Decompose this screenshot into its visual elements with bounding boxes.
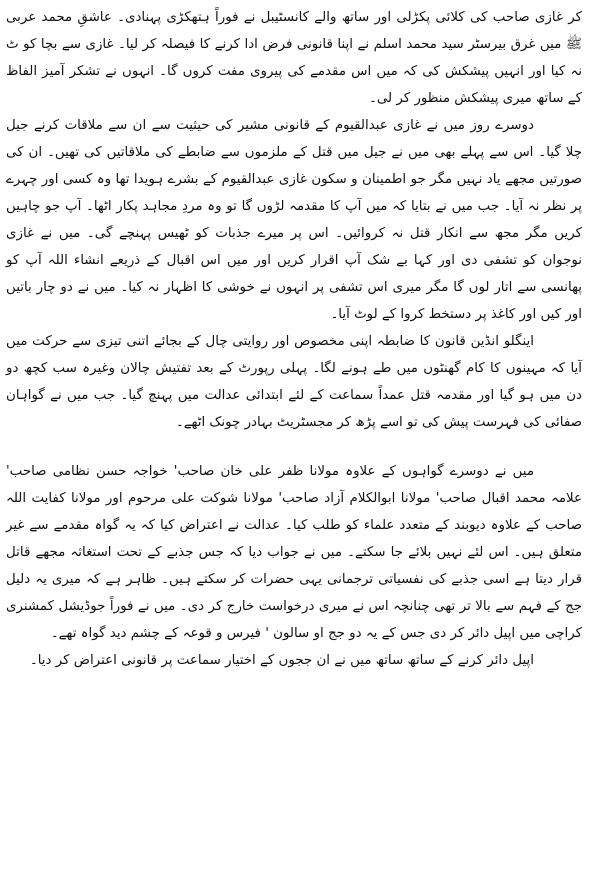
paragraph-1: کر غازی صاحب کی کلائی پکڑلی اور ساتھ والے کانسٹیبل نے فوراً ہتھکڑی پہنادی۔ عاشقِ محمد عربی ﷺ میں غرق بیرسٹر سید محمد اسلم نے اپنا قانونی فرض ادا کرنے کا فیصلہ کر لیا۔ غازی سے بچا کو ٹ نہ کیا اور انہیں پیشکش کی کہ میں اس مقدمے کی پیروی مفت کروں گا۔ انہوں نے تشکر آمیز الفاظ کے ساتھ میری پیشکش منظور کر لی۔: [6, 10, 582, 106]
paragraph-3: اینگلو انڈین قانون کا ضابطہ اپنی مخصوص اور روایتی چال کے بجائے اتنی تیزی سے حرکت میں آیا کہ مہینوں کا کام گھنٹوں میں طے ہونے لگا۔ پہلی رپورٹ کے بعد تفتیش چالان وغیرہ سب کچھ دو دن میں ہو گیا اور مقدمہ قتل عمداً سماعت کے لئے ابتدائی عدالت میں پہنچ گیا۔ جب میں نے گواہان صفائی کی فہرست پیش کی تو اسے پڑھ کر مجسٹریٹ بہادر چونک اٹھے۔: [6, 334, 582, 430]
paragraph-2: دوسرے روز میں نے غازی عبدالقیوم کے قانونی مشیر کی حیثیت سے ان سے ملاقات کرنے جیل چلا گیا۔ اس سے پہلے بھی میں نے جیل میں قتل کے ملزموں سے ضابطے کی ملاقاتیں کی تھیں۔ ان کی صورتیں مجھے یاد نہیں مگر جو اطمینان و سکون غازی عبدالقیوم کے بشرے ہویدا تھا وہ کسی اور چہرے پر نظر نہ آیا۔ جب میں نے بتایا کہ میں آپ کا مقدمہ لڑوں گا تو وہ مردِ مجاہد پکار اٹھا۔ آپ جو چاہیں کریں مگر مجھ سے انکار قتل نہ کروائیں۔ اس پر میرے جذبات کو ٹھیس پہنچے گی۔ میں نے غازی نوجوان کو تشفی دی اور کہا بے شک آپ اقرار کریں اور میں اس اقبال کے ذریعے انشاء اللہ آپ کو پھانسی سے اتار لوں گا مگر میری اس تشفی پر انہوں نے خوشی کا اظہار نہ کیا۔ میں نے دو چار باتیں اور کیں اور کاغذ پر دستخط کروا کے لوٹ آیا۔: [6, 118, 582, 322]
paragraph-4: میں نے دوسرے گواہوں کے علاوہ مولانا ظفر علی خان صاحب' خواجہ حسن نظامی صاحب' علامہ محمد اقبال صاحب' مولانا ابوالکلام آزاد صاحب' مولانا شوکت علی مرحوم اور مولانا کفایت اللہ صاحب کے علاوہ دیوبند کے متعدد علماء کو طلب کیا۔ عدالت نے اعتراض کیا کہ یہ گواہ مقدمے سے غیر متعلق ہیں۔ اس لئے نہیں بلائے جا سکتے۔ میں نے جواب دیا کہ جس جذبے کے تحت استغاثہ مجھے قاتل قرار دیتا ہے اسی جذبے کی نفسیاتی ترجمانی یہی حضرات کر سکتے ہیں۔ ظاہر ہے کہ میری یہ دلیل جج کے فہم سے بالا تر تھی چنانچہ اس نے میری درخواست خارج کر دی۔ میں نے فوراً جوڈیشل کمشنری کراچی میں اپیل دائر کر دی جس کے یہ دو جج او سالون ' فیرس و قوعہ کے چشم دید گواہ تھے۔: [6, 464, 582, 641]
paragraph-5: اپیل دائر کرنے کے ساتھ ساتھ میں نے ان ججوں کے اختیار سماعت پر قانونی اعتراض کر دیا۔: [29, 653, 534, 668]
